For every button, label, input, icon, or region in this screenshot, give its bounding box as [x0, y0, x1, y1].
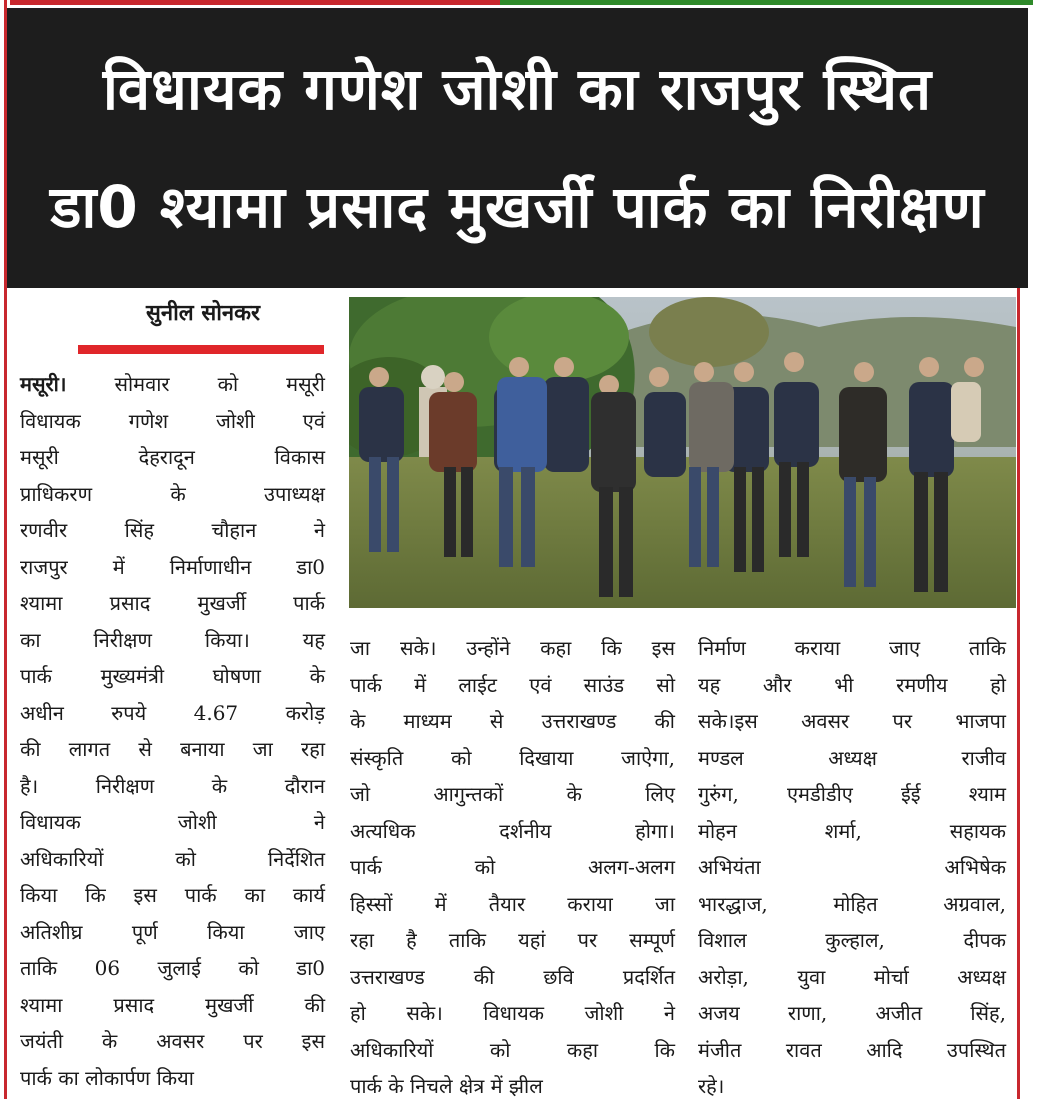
headline-banner — [7, 8, 1028, 288]
article-line: किया कि इस पार्क का कार्य — [20, 883, 325, 907]
article-line: श्यामा प्रसाद मुखर्जी पार्क — [20, 591, 325, 615]
dateline: मसूरी। — [20, 372, 67, 396]
news-photo-illustration — [349, 297, 1016, 608]
article-line: गुरुंग, एमडीडीए ईई श्याम — [698, 782, 1006, 806]
article-line: अभियंता अभिषेक — [698, 855, 1006, 879]
article-line: विधायक गणेश जोशी एवं — [20, 408, 325, 433]
article-line: पार्क में लाईट एवं साउंड सो — [350, 672, 675, 697]
article-line: जयंती के अवसर पर इस — [20, 1029, 325, 1053]
article-line: विधायक जोशी ने — [20, 810, 325, 834]
article-line-text: सोमवार को मसूरी — [114, 372, 325, 396]
article-line: अत्यधिक दर्शनीय होगा। — [350, 818, 675, 843]
article-line: पार्क मुख्यमंत्री घोषणा के — [20, 664, 325, 688]
article-line: अजय राणा, अजीत सिंह, — [698, 1001, 1006, 1025]
article-line: निर्माण कराया जाए ताकि — [698, 636, 1006, 660]
article-line: का निरीक्षण किया। यह — [20, 627, 325, 652]
byline-author: सुनील सोनकर — [145, 300, 261, 326]
article-line: संस्कृति को दिखाया जाऐगा, — [350, 745, 675, 770]
article-line: पार्क को अलग-अलग — [350, 855, 675, 879]
article-line: प्राधिकरण के उपाध्यक्ष — [20, 481, 325, 506]
article-line: पार्क का लोकार्पण किया — [20, 1065, 194, 1090]
article-column-1 — [20, 366, 325, 1096]
article-line: मसूरी देहरादून विकास — [20, 445, 325, 469]
article-line: अधिकारियों को निर्देशित — [20, 846, 325, 871]
article-line: भारद्धाज, मोहित अग्रवाल, — [698, 891, 1006, 916]
headline-line-2: डा0 श्यामा प्रसाद मुखर्जी पार्क का निरीक्षण — [50, 173, 985, 241]
article-line: यह और भी रमणीय हो — [698, 672, 1006, 697]
article-line: श्यामा प्रसाद मुखर्जी की — [20, 992, 325, 1017]
article-line: मंजीत रावत आदि उपस्थित — [698, 1037, 1006, 1062]
article-line: सके।इस अवसर पर भाजपा — [698, 709, 1006, 733]
article-line: मण्डल अध्यक्ष राजीव — [698, 745, 1006, 770]
article-line: जो आगुन्तकों के लिए — [350, 782, 675, 806]
article-column-3 — [698, 630, 1006, 1105]
article-line: रहा है ताकि यहां पर सम्पूर्ण — [350, 928, 675, 952]
article-line: अधिकारियों को कहा कि — [350, 1037, 675, 1062]
article-line: पार्क के निचले क्षेत्र में झील — [350, 1074, 543, 1098]
byline-underline — [78, 345, 324, 354]
article-line: रणवीर सिंह चौहान ने — [20, 518, 325, 542]
article-line: उत्तराखण्ड की छवि प्रदर्शित — [350, 964, 675, 989]
news-photo — [349, 297, 1016, 608]
article-line: राजपुर में निर्माणाधीन डा0 — [20, 554, 325, 579]
article-line: मोहन शर्मा, सहायक — [698, 818, 1006, 843]
headline-line-1: विधायक गणेश जोशी का राजपुर स्थित — [102, 55, 933, 123]
article-line: है। निरीक्षण के दौरान — [20, 773, 325, 798]
article-line: जा सके। उन्होंने कहा कि इस — [350, 636, 675, 660]
article-line: अतिशीघ्र पूर्ण किया जाए — [20, 919, 325, 944]
article-line: अधीन रुपये 4.67 करोड़ — [20, 700, 325, 725]
article-line: रहे। — [698, 1074, 725, 1098]
article-line: हिस्सों में तैयार कराया जा — [350, 891, 675, 916]
article-line: अरोड़ा, युवा मोर्चा अध्यक्ष — [698, 964, 1006, 989]
right-border-rule — [1017, 285, 1020, 1099]
article-line: ताकि 06 जुलाई को डा0 — [20, 956, 325, 980]
article-line — [20, 366, 325, 403]
article-line: विशाल कुल्हाल, दीपक — [698, 928, 1006, 952]
article-line: की लागत से बनाया जा रहा — [20, 737, 325, 761]
top-red-rule — [10, 0, 500, 5]
article-line: के माध्यम से उत्तराखण्ड की — [350, 709, 675, 733]
article-line: हो सके। विधायक जोशी ने — [350, 1001, 675, 1025]
top-green-rule — [500, 0, 1033, 5]
article-column-2 — [350, 630, 675, 1105]
